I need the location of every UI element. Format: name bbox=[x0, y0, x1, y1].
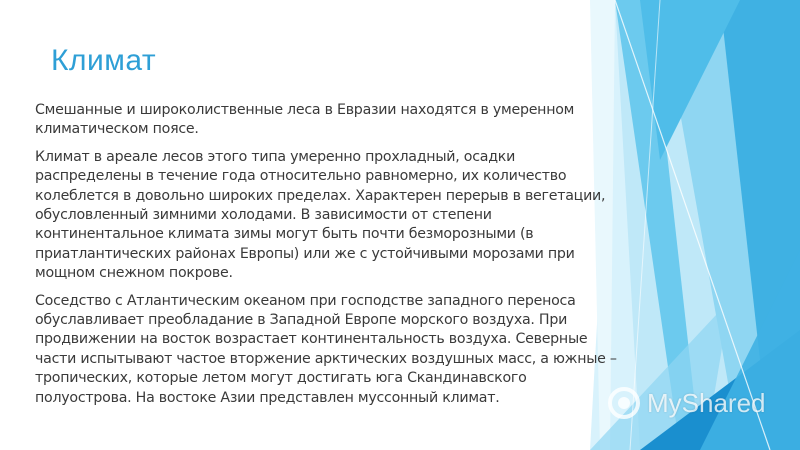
myshared-logo-icon bbox=[607, 386, 641, 420]
paragraph-3: Соседство с Атлантическим океаном при господстве западного переноса обуславливает преобладание в Западной Европе морского воздуха. При продвижении на восток возрастает континентальность воздуха. Северные части испытывают частое вторжение арктических воздушных масс, а южные – тропических, которые летом могут достигать юга Скандинавского полуострова. На востоке Азии представлен муссонный климат. bbox=[35, 292, 617, 406]
paragraph-1: Смешанные и широколиственные леса в Евразии находятся в умеренном климатическом поясе. bbox=[35, 102, 575, 138]
paragraph-2: Климат в ареале лесов этого типа умеренно прохладный, осадки распределены в течение года относительно равномерно, их количество колеблется в довольно широких пределах. Характерен перерыв в вегетации, обусловленный зимними холодами. В зависимости от степени континентальное климата зимы могут быть почти безморозными (в приатлантических районах Европы) или же с устойчивыми морозами при мощном снежном покрове. bbox=[35, 148, 606, 282]
myshared-watermark bbox=[607, 386, 766, 420]
slide-body bbox=[35, 101, 620, 416]
watermark-text: MyShared bbox=[647, 387, 766, 418]
slide-title: Климат bbox=[51, 44, 157, 77]
